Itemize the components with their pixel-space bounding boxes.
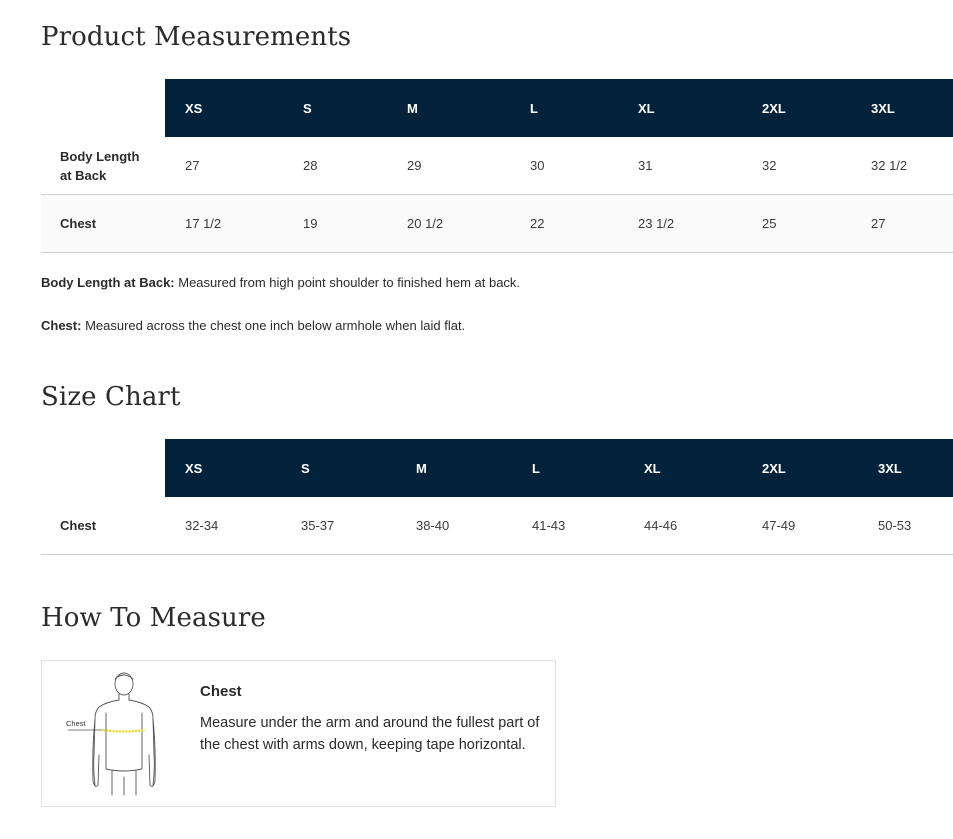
table-cell: 28 bbox=[284, 137, 393, 195]
note-text: Measured across the chest one inch below armhole when laid flat. bbox=[81, 318, 466, 333]
table-cell: 38-40 bbox=[397, 497, 513, 555]
card-heading: Chest bbox=[200, 683, 242, 700]
row-label-body-length bbox=[41, 137, 165, 195]
table-cell: 27 bbox=[859, 195, 953, 253]
size-chart-table bbox=[41, 439, 953, 555]
table-cell: 23 1/2 bbox=[626, 195, 750, 253]
table-cell: 20 1/2 bbox=[393, 195, 517, 253]
table-cell: 29 bbox=[393, 137, 517, 195]
how-to-measure-card bbox=[41, 660, 556, 807]
row-label-line-2: at Back bbox=[60, 167, 107, 183]
table-cell: 44-46 bbox=[627, 497, 744, 555]
table-cell: 25 bbox=[750, 195, 859, 253]
table-cell: 30 bbox=[517, 137, 626, 195]
size-header-s: S bbox=[284, 79, 393, 137]
product-measurements-title: Product Measurements bbox=[41, 22, 352, 52]
size-header-xs: XS bbox=[165, 439, 281, 497]
table-cell: 35-37 bbox=[281, 497, 397, 555]
table-cell: 22 bbox=[517, 195, 626, 253]
size-header-xs: XS bbox=[165, 79, 284, 137]
header-blank-cell bbox=[41, 79, 165, 137]
table-row-chest bbox=[41, 497, 953, 555]
size-header-l: L bbox=[513, 439, 627, 497]
note-term: Chest: bbox=[41, 318, 82, 333]
card-description: Measure under the arm and around the fullest part of the chest with arms down, keeping tape horizontal. bbox=[200, 715, 540, 753]
note-body-length bbox=[41, 275, 520, 290]
product-measurements-table bbox=[41, 79, 953, 253]
size-header-s: S bbox=[281, 439, 397, 497]
size-header-3xl: 3XL bbox=[859, 79, 953, 137]
table-cell: 47-49 bbox=[744, 497, 860, 555]
table-row-chest bbox=[41, 195, 953, 253]
table-cell: 41-43 bbox=[513, 497, 627, 555]
row-label-chest: Chest bbox=[41, 195, 165, 253]
table-cell: 27 bbox=[165, 137, 284, 195]
size-header-xl: XL bbox=[626, 79, 750, 137]
size-header-2xl: 2XL bbox=[750, 79, 859, 137]
table-cell: 50-53 bbox=[860, 497, 953, 555]
table-row-body-length bbox=[41, 137, 953, 195]
table-cell: 32 1/2 bbox=[859, 137, 953, 195]
table-cell: 31 bbox=[626, 137, 750, 195]
header-blank-cell bbox=[41, 439, 165, 497]
how-to-measure-title: How To Measure bbox=[41, 603, 266, 633]
table-cell: 19 bbox=[284, 195, 393, 253]
figure-label: Chest bbox=[66, 719, 86, 728]
table-cell: 32 bbox=[750, 137, 859, 195]
size-header-l: L bbox=[517, 79, 626, 137]
size-header-xl: XL bbox=[627, 439, 744, 497]
size-chart-title: Size Chart bbox=[41, 382, 181, 412]
table-cell: 32-34 bbox=[165, 497, 281, 555]
size-header-2xl: 2XL bbox=[744, 439, 860, 497]
note-text: Measured from high point shoulder to finished hem at back. bbox=[174, 275, 521, 290]
row-label-line-1: Body Length bbox=[60, 148, 140, 164]
size-header-3xl: 3XL bbox=[860, 439, 953, 497]
row-label-chest: Chest bbox=[41, 497, 165, 555]
note-chest bbox=[41, 318, 465, 333]
note-term: Body Length at Back: bbox=[41, 275, 175, 290]
size-header-m: M bbox=[397, 439, 513, 497]
chest-measurement-figure-icon bbox=[62, 669, 182, 797]
size-header-m: M bbox=[393, 79, 517, 137]
table-cell: 17 1/2 bbox=[165, 195, 284, 253]
